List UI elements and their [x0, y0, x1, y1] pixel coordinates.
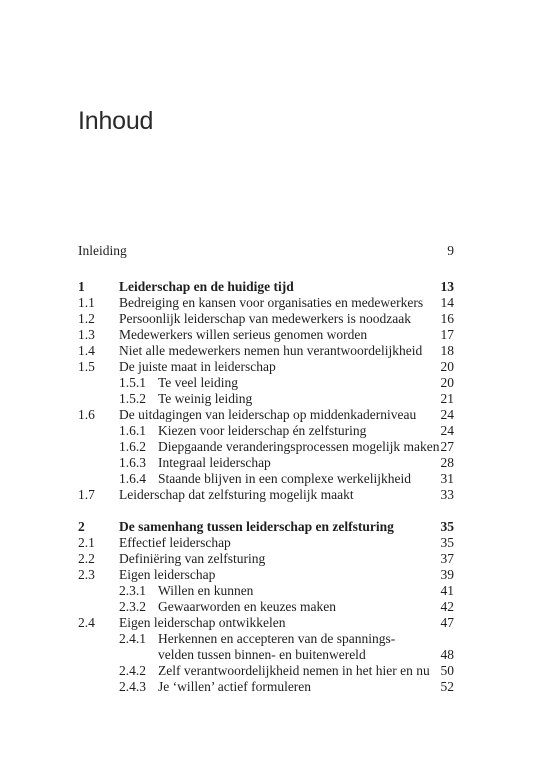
toc-label: Herkennen en accepteren van de spannings-: [158, 631, 396, 646]
toc-number: 2.3.1: [119, 583, 146, 598]
page-title: Inhoud: [78, 107, 154, 135]
toc-number: 1.6.1: [119, 423, 146, 438]
toc-chapter: [0, 519, 550, 535]
toc-page: 48: [440, 647, 454, 662]
toc-page: 28: [440, 455, 454, 470]
toc-number: 2.3: [78, 567, 95, 582]
toc-number: 1.5: [78, 359, 95, 374]
toc-entry: [0, 663, 550, 679]
toc-number: 1.6: [78, 407, 95, 422]
toc-number: 1.3: [78, 327, 95, 342]
toc-page: 37: [440, 551, 454, 566]
toc-page: 14: [440, 295, 454, 310]
toc-entry: [0, 391, 550, 407]
toc-page: 42: [440, 599, 454, 614]
toc-label: Eigen leiderschap ontwikkelen: [119, 615, 286, 630]
toc-entry: [0, 615, 550, 631]
toc-page: 33: [440, 487, 454, 502]
toc-entry: [0, 647, 550, 663]
toc-page: 9: [447, 243, 454, 258]
toc-label: Te veel leiding: [158, 375, 239, 390]
toc-page: 35: [440, 519, 454, 534]
toc-page: 18: [440, 343, 454, 358]
toc-number: 1.1: [78, 295, 95, 310]
toc-label: Leiderschap en de huidige tijd: [119, 279, 294, 294]
toc-entry: [0, 583, 550, 599]
toc-page: 35: [440, 535, 454, 550]
toc-entry: [0, 487, 550, 503]
toc-number: 2.2: [78, 551, 95, 566]
toc-page: 52: [440, 679, 454, 694]
toc-label: Zelf verantwoordelijkheid nemen in het hier en nu: [158, 663, 430, 678]
toc-label: Definiëring van zelfsturing: [119, 551, 266, 566]
toc-number: 1.5.1: [119, 375, 146, 390]
toc-label: Medewerkers willen serieus genomen worden: [119, 327, 368, 342]
toc-label: De juiste maat in leiderschap: [119, 359, 276, 374]
toc-label: Diepgaande veranderingsprocessen mogelijk maken: [158, 439, 440, 454]
toc-entry: [0, 455, 550, 471]
toc-intro: [0, 243, 550, 259]
toc-entry: [0, 679, 550, 695]
toc-page: 16: [440, 311, 454, 326]
toc-entry: [0, 631, 550, 647]
toc-number: 2.4: [78, 615, 95, 630]
toc-entry: [0, 551, 550, 567]
toc-page: 20: [440, 359, 454, 374]
toc-label: velden tussen binnen- en buitenwereld: [158, 647, 366, 662]
toc-label: Bedreiging en kansen voor organisaties en medewerkers: [119, 295, 424, 310]
toc-label: Te weinig leiding: [158, 391, 253, 406]
toc-entry: [0, 375, 550, 391]
toc-label: Effectief leiderschap: [119, 535, 231, 550]
toc-page: 27: [440, 439, 454, 454]
toc-entry: [0, 311, 550, 327]
toc-number: 1.6.2: [119, 439, 146, 454]
toc-entry: [0, 471, 550, 487]
toc-label: Willen en kunnen: [158, 583, 254, 598]
toc-page: 20: [440, 375, 454, 390]
toc-number: 2.4.2: [119, 663, 146, 678]
toc-label: De samenhang tussen leiderschap en zelfsturing: [119, 519, 394, 534]
toc-entry: [0, 439, 550, 455]
toc-number: 1.5.2: [119, 391, 146, 406]
toc-label: Inleiding: [78, 243, 127, 258]
toc-label: Je ‘willen’ actief formuleren: [158, 679, 312, 694]
toc-number: 1.2: [78, 311, 95, 326]
toc-entry: [0, 343, 550, 359]
toc-entry: [0, 327, 550, 343]
toc-number: 2.3.2: [119, 599, 146, 614]
toc-label: Staande blijven in een complexe werkelijkheid: [158, 471, 412, 486]
toc-number: 2.4.3: [119, 679, 146, 694]
toc-page: 21: [440, 391, 454, 406]
toc-chapter: [0, 279, 550, 295]
toc-page: 41: [440, 583, 454, 598]
toc-entry: [0, 423, 550, 439]
toc-number: 2.4.1: [119, 631, 146, 646]
toc-page: 50: [440, 663, 454, 678]
toc-number: 2: [78, 519, 85, 534]
toc-page: 17: [440, 327, 454, 342]
toc-entry: [0, 599, 550, 615]
toc-page: 13: [440, 279, 454, 294]
toc-label: Kiezen voor leiderschap én zelfsturing: [158, 423, 367, 438]
toc-label: Integraal leiderschap: [158, 455, 271, 470]
toc-page: 31: [440, 471, 454, 486]
toc-entry: [0, 407, 550, 423]
toc-number: 2.1: [78, 535, 95, 550]
toc-page: 39: [440, 567, 454, 582]
toc-page: 24: [440, 407, 454, 422]
toc-page: 47: [440, 615, 454, 630]
toc-label: Persoonlijk leiderschap van medewerkers is noodzaak: [119, 311, 412, 326]
toc-number: 1.6.4: [119, 471, 146, 486]
toc-entry: [0, 295, 550, 311]
toc-entry: [0, 567, 550, 583]
toc-number: 1: [78, 279, 85, 294]
toc-label: Gewaarworden en keuzes maken: [158, 599, 337, 614]
toc-number: 1.6.3: [119, 455, 146, 470]
toc-label: Eigen leiderschap: [119, 567, 216, 582]
toc-number: 1.7: [78, 487, 95, 502]
toc-number: 1.4: [78, 343, 95, 358]
toc-label: De uitdagingen van leiderschap op middenkaderniveau: [119, 407, 417, 422]
toc-page: 24: [440, 423, 454, 438]
toc-label: Leiderschap dat zelfsturing mogelijk maakt: [119, 487, 354, 502]
toc-entry: [0, 359, 550, 375]
toc-label: Niet alle medewerkers nemen hun verantwoordelijkheid: [119, 343, 423, 358]
toc-entry: [0, 535, 550, 551]
